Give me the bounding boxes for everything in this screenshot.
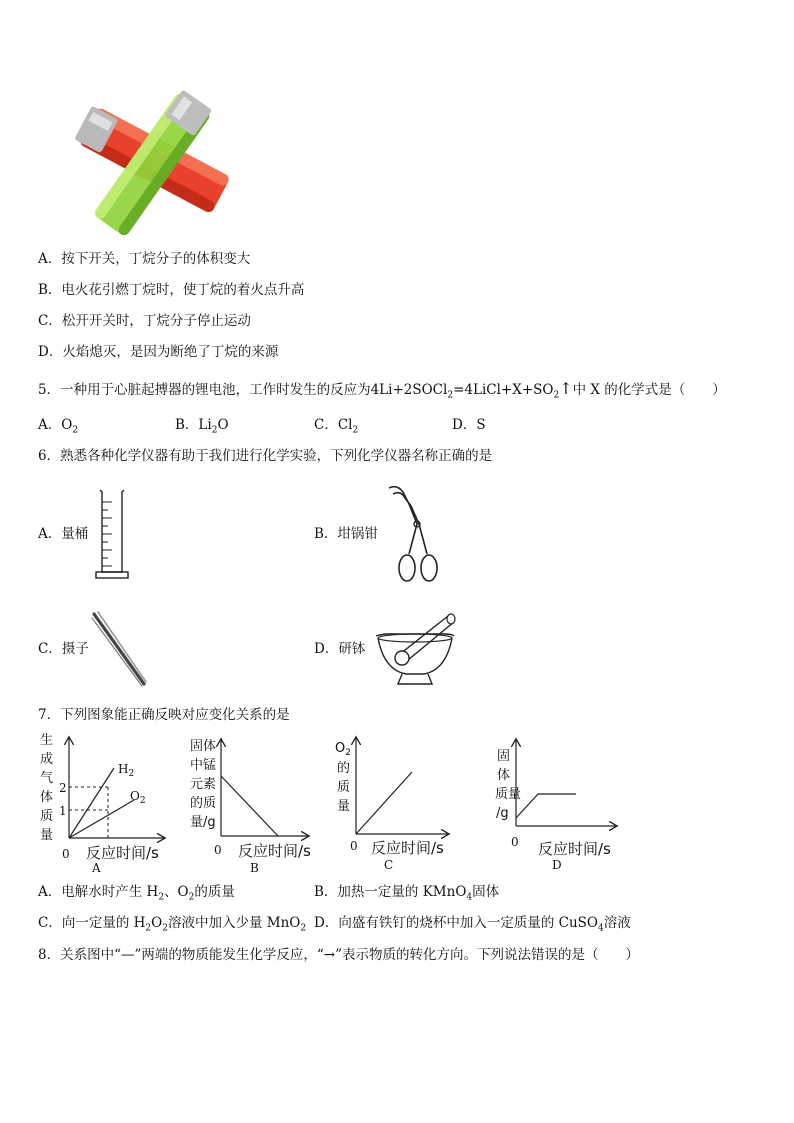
chart-a-ylabel-3: 体 (40, 790, 54, 805)
chart-c-ylabel-0: 的 (337, 761, 351, 776)
chart-d-xlabel: 反应时间/s (538, 840, 611, 858)
chart-a-xlabel: 反应时间/s (86, 844, 159, 862)
q5-option-a-text: A．O (38, 417, 73, 433)
chart-c-line (356, 772, 412, 834)
q7-option-b-sub: 4 (466, 892, 473, 903)
q7-option-c-sub1: 2 (145, 923, 152, 934)
chart-a-o2-text: O (130, 789, 140, 803)
chart-a-ylabel-0: 生 (40, 733, 54, 748)
chart-a (36, 730, 186, 880)
q7-option-c-mid2: 溶液中加入少量 MnO (167, 915, 301, 931)
chart-c-ylabel-1: 质 (337, 780, 351, 795)
q6-option-b: B．坩锅钳 (314, 526, 378, 542)
chart-a-tick-1: 1 (59, 804, 67, 818)
chart-c-ylabel-sub: 2 (345, 748, 351, 758)
q5-option-b-sub: 2 (211, 425, 218, 436)
q6-option-d: D．研钵 (314, 641, 366, 657)
chart-c-letter: C (384, 858, 394, 872)
chart-d-ylabel-1: 体 (497, 768, 511, 783)
chart-a-h2-label (118, 762, 134, 779)
q7-option-c-sub2: 2 (162, 923, 168, 934)
q5-option-b-post: O (217, 417, 229, 433)
graduated-cylinder-icon (92, 488, 132, 580)
q5-equation-sub1: 2 (447, 390, 454, 401)
q5-option-b-text: B．Li (175, 417, 212, 433)
q6-option-a: A．量桶 (38, 526, 89, 542)
chart-a-ylabel-2: 气 (40, 771, 54, 786)
chart-a-ylabel-1: 成 (40, 752, 54, 767)
q7-option-a-post: 的质量 (194, 884, 235, 900)
chart-d (494, 740, 634, 880)
q5-equation-part2: =4LiCl+X+SO (453, 382, 554, 398)
q5-stem-pre: 5．一种用于心脏起搏器的锂电池，工作时发生的反应为 (38, 382, 371, 398)
chart-b-ylabel-2: 元素 (190, 777, 217, 792)
q6-stem: 6．熟悉各种化学仪器有助于我们进行化学实验，下列化学仪器名称正确的是 (38, 448, 493, 464)
q7-option-a-mid: 、O (164, 884, 189, 900)
q7-option-c-pre: C．向一定量的 H (38, 915, 146, 931)
q5-equation-sub2: 2 (553, 390, 560, 401)
chart-c (334, 738, 464, 878)
q4-option-b: B．电火花引燃丁烷时，使丁烷的着火点升高 (38, 282, 305, 298)
q7-option-a-pre: A．电解水时产生 H (38, 884, 159, 900)
q4-option-a: A．按下开关，丁烷分子的体积变大 (38, 251, 251, 267)
q7-option-a-sub2: 2 (188, 892, 195, 903)
q7-option-b-pre: B．加热一定量的 KMnO (314, 884, 467, 900)
q6-option-c: C．摄子 (38, 641, 89, 657)
chart-c-xlabel: 反应时间/s (371, 839, 444, 857)
q5-option-a-sub: 2 (72, 425, 79, 436)
chart-a-ylabel-5: 量 (40, 828, 54, 843)
chart-a-o2-line (69, 800, 134, 838)
q5-option-c-text: C．Cl (314, 417, 353, 433)
q5-stem (38, 380, 726, 405)
chart-c-origin: 0 (350, 839, 358, 853)
chart-a-h2-line (69, 768, 114, 838)
q7-option-c-sub3: 2 (300, 923, 307, 934)
q7-option-d-sub: 4 (597, 923, 604, 934)
chart-b-letter: B (250, 861, 259, 875)
q4-option-c: C．松开开关时，丁烷分子停止运动 (38, 313, 251, 329)
q7-stem: 7．下列图象能正确反映对应变化关系的是 (38, 707, 290, 723)
q7-option-d (314, 914, 631, 938)
chart-b-ylabel-3: 的质 (190, 796, 217, 811)
q7-option-c-mid1: O (151, 915, 163, 931)
q5-option-d: D．S (452, 417, 486, 433)
chart-b-xlabel: 反应时间/s (238, 842, 311, 860)
chart-c-ylabel-2: 量 (337, 799, 351, 814)
chart-a-h2-text: H (118, 762, 129, 776)
chart-a-letter: A (92, 861, 101, 875)
chart-c-ylabel-o: O (335, 741, 346, 756)
chart-d-line (516, 794, 576, 818)
chart-b-ylabel-1: 中锰 (190, 758, 217, 773)
chart-d-origin: 0 (511, 835, 519, 849)
q7-option-d-pre: D．向盛有铁钉的烧杯中加入一定质量的 CuSO (314, 915, 598, 931)
chart-b (186, 740, 336, 880)
chart-a-tick-2: 2 (59, 781, 67, 795)
chart-a-ylabel-4: 质 (40, 809, 54, 824)
q7-option-b-post: 固体 (472, 884, 500, 900)
chart-d-ylabel-3: /g (496, 806, 509, 821)
q5-option-c (314, 416, 358, 440)
q5-gas-arrow: ↑ (559, 379, 573, 398)
chart-a-ylabel (40, 732, 53, 843)
chart-a-o2-sub: 2 (139, 796, 146, 806)
chart-d-ylabel-0: 固 (497, 749, 511, 764)
chart-d-letter: D (552, 858, 562, 872)
chart-c-ylabel (337, 761, 350, 814)
crucible-tongs-icon (383, 484, 443, 586)
tweezers-icon (88, 610, 150, 688)
q7-option-c (38, 914, 306, 938)
chart-a-o2-label (130, 789, 146, 806)
chart-b-ylabel-4: 量/g (190, 815, 216, 830)
q7-option-a (38, 883, 235, 907)
q5-equation-part1: 4Li+2SOCl (370, 382, 448, 398)
chart-b-ylabel-0: 固体 (190, 739, 217, 754)
lighters-image (70, 92, 245, 232)
q5-option-a (38, 416, 78, 440)
q5-stem-post: 中 X 的化学式是（ ） (572, 382, 726, 398)
chart-b-ylabel (190, 738, 216, 830)
mortar-pestle-icon (372, 612, 458, 690)
q4-option-d: D．火焰熄灭，是因为断绝了丁烷的来源 (38, 344, 279, 360)
chart-a-h2-sub: 2 (128, 769, 135, 779)
chart-d-ylabel (495, 749, 521, 821)
q7-option-a-sub1: 2 (158, 892, 165, 903)
chart-a-origin: 0 (62, 847, 70, 861)
chart-b-line (221, 776, 278, 836)
q5-option-c-sub: 2 (352, 425, 359, 436)
chart-d-ylabel-2: 质量 (495, 787, 522, 802)
chart-b-origin: 0 (214, 843, 222, 857)
q7-option-d-post: 溶液 (603, 915, 631, 931)
q8-stem: 8．关系图中“—”两端的物质能发生化学反应，“→”表示物质的转化方向。下列说法错误的是（ ） (38, 947, 640, 963)
q7-option-b (314, 883, 499, 907)
q5-option-b (175, 416, 229, 440)
chart-c-ylabel-top (335, 741, 351, 758)
